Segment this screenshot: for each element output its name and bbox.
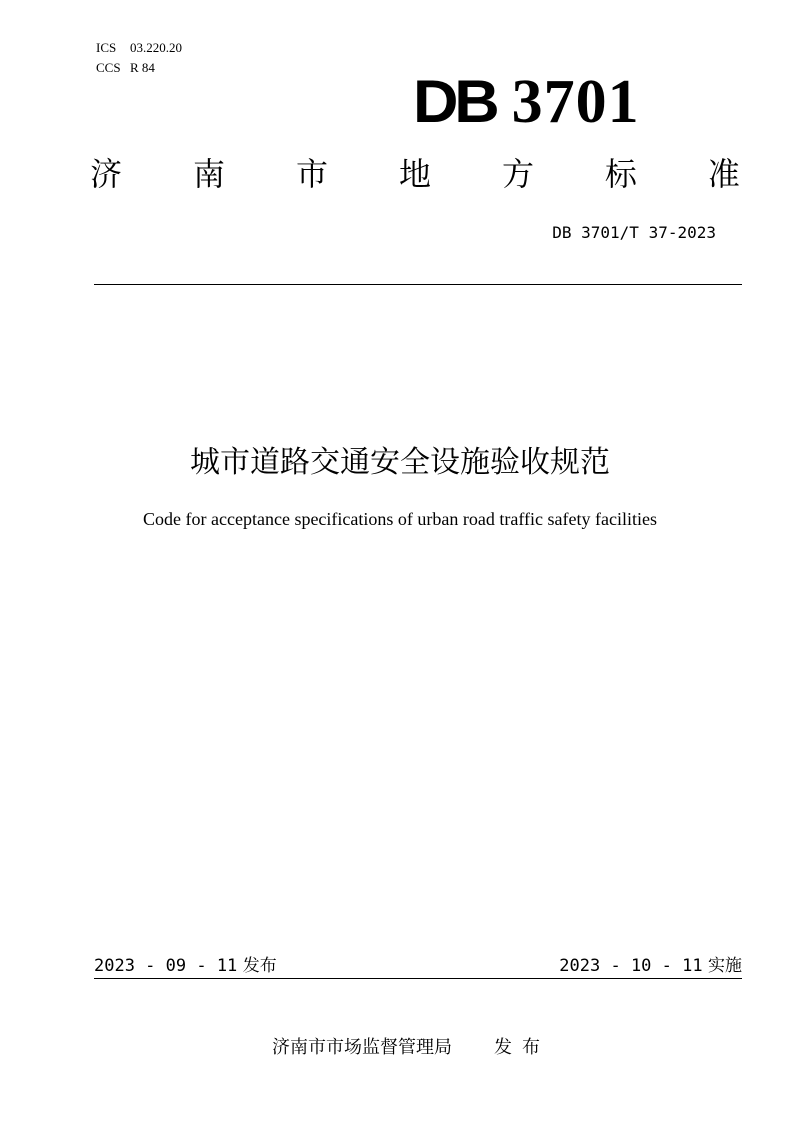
implement-date-value: 2023 - 10 - 11 (559, 956, 703, 976)
standard-type-char: 标 (604, 155, 637, 193)
publisher-name: 济南市市场监督管理局 (272, 1037, 452, 1058)
document-title-english: Code for acceptance specifications of urban road traffic safety facilities (143, 509, 657, 529)
standard-type-char: 准 (707, 155, 740, 193)
implement-date (559, 954, 742, 978)
date-row (94, 954, 742, 978)
db-logo (413, 68, 640, 136)
ccs-value: R 84 (130, 60, 155, 75)
ics-value: 03.220.20 (130, 40, 182, 55)
db-logo-letters: DB (413, 68, 496, 135)
standard-type-char: 南 (192, 155, 225, 193)
classification-codes (96, 38, 182, 78)
release-date-value: 2023 - 09 - 11 (94, 956, 238, 976)
ics-code (96, 38, 182, 58)
bottom-divider (94, 978, 742, 979)
standard-type-char: 济 (90, 155, 123, 193)
standard-number: DB 3701/T 37-2023 (552, 223, 716, 242)
standard-type-char: 方 (501, 155, 534, 193)
release-date-label: 发布 (242, 956, 277, 976)
standard-type (90, 152, 740, 196)
implement-date-label: 实施 (708, 956, 742, 976)
top-divider (94, 284, 742, 285)
db-logo-number: 3701 (511, 68, 640, 136)
publisher (272, 1035, 550, 1061)
standard-type-char: 市 (295, 155, 328, 193)
ics-label: ICS (96, 40, 117, 55)
ccs-code (96, 58, 182, 78)
standard-type-char: 地 (398, 155, 431, 193)
publisher-action: 发布 (494, 1037, 550, 1058)
ccs-label: CCS (96, 60, 121, 75)
document-title-chinese: 城市道路交通安全设施验收规范 (190, 445, 610, 480)
release-date (94, 954, 277, 978)
